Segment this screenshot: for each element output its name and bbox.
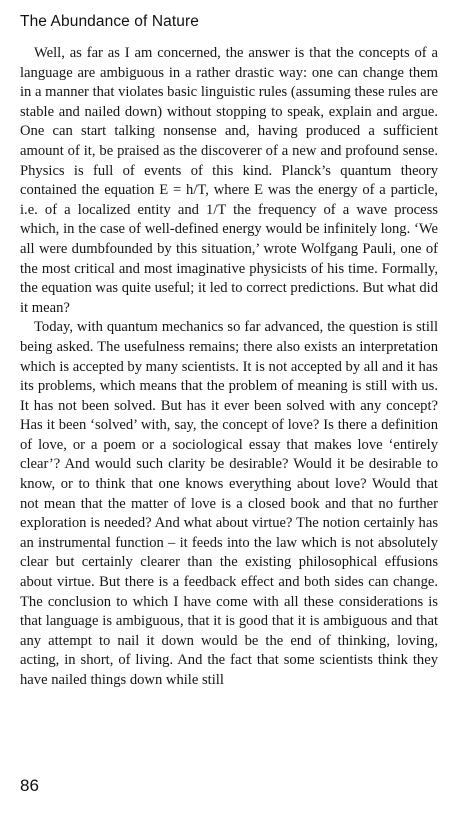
paragraph-2: Today, with quantum mechanics so far advanced, the question is still being asked. The usefulness remains; there also exists an interpretation which is accepted by many scientists. It is not accepted by all and it has its problems, which means that the problem of meaning is still with us. It has not been solved. But has it ever been solved with any concept? Has it been ‘solved’ with, say, the concept of love? Is there a definition of love, or a poem or a sociological essay that makes love ‘entirely clear’? And would such clarity be desirable? Would it be desirable to know, or to think that one knows everything about love? Would that not mean that the matter of love is a closed book and that no further exploration is needed? And what about virtue? The notion certainly has an instrumental function – it feeds into the law which is not absolutely clear but certainly clearer than the existing philosophical effusions about virtue. But there is a feedback effect and both sides can change. The conclusion to which I have come with all these considerations is that language is ambiguous, that it is good that it is ambiguous and that any attempt to nail it down would be the end of thinking, loving, acting, in short, of living. And the fact that some scientists think they have nailed things down while still [20,319,438,688]
body-text [20,44,438,691]
page-number: 86 [20,776,39,795]
paragraph-1: Well, as far as I am concerned, the answer is that the concepts of a language are ambiguous in a rather drastic way: one can change them in a manner that violates basic linguistic rules (assuming these rules are stable and nailed down) without stopping to speak, explain and argue. One can start talking nonsense and, having produced a sufficient amount of it, be praised as the discoverer of a new and profound sense. Physics is full of events of this kind. Planck’s quantum theory contained the equation E = h/T, where E was the energy of a particle, i.e. of a localized entity and 1/T the frequency of a wave process which, in the case of well-defined energy would be infinitely long. ‘We all were dumbfounded by this situation,’ wrote Wolfgang Pauli, one of the most critical and most imaginative physicists of his time. Formally, the equation was quite useful; it led to correct predictions. But what did it mean? [20,45,438,316]
running-head-title: The Abundance of Nature [20,13,199,30]
